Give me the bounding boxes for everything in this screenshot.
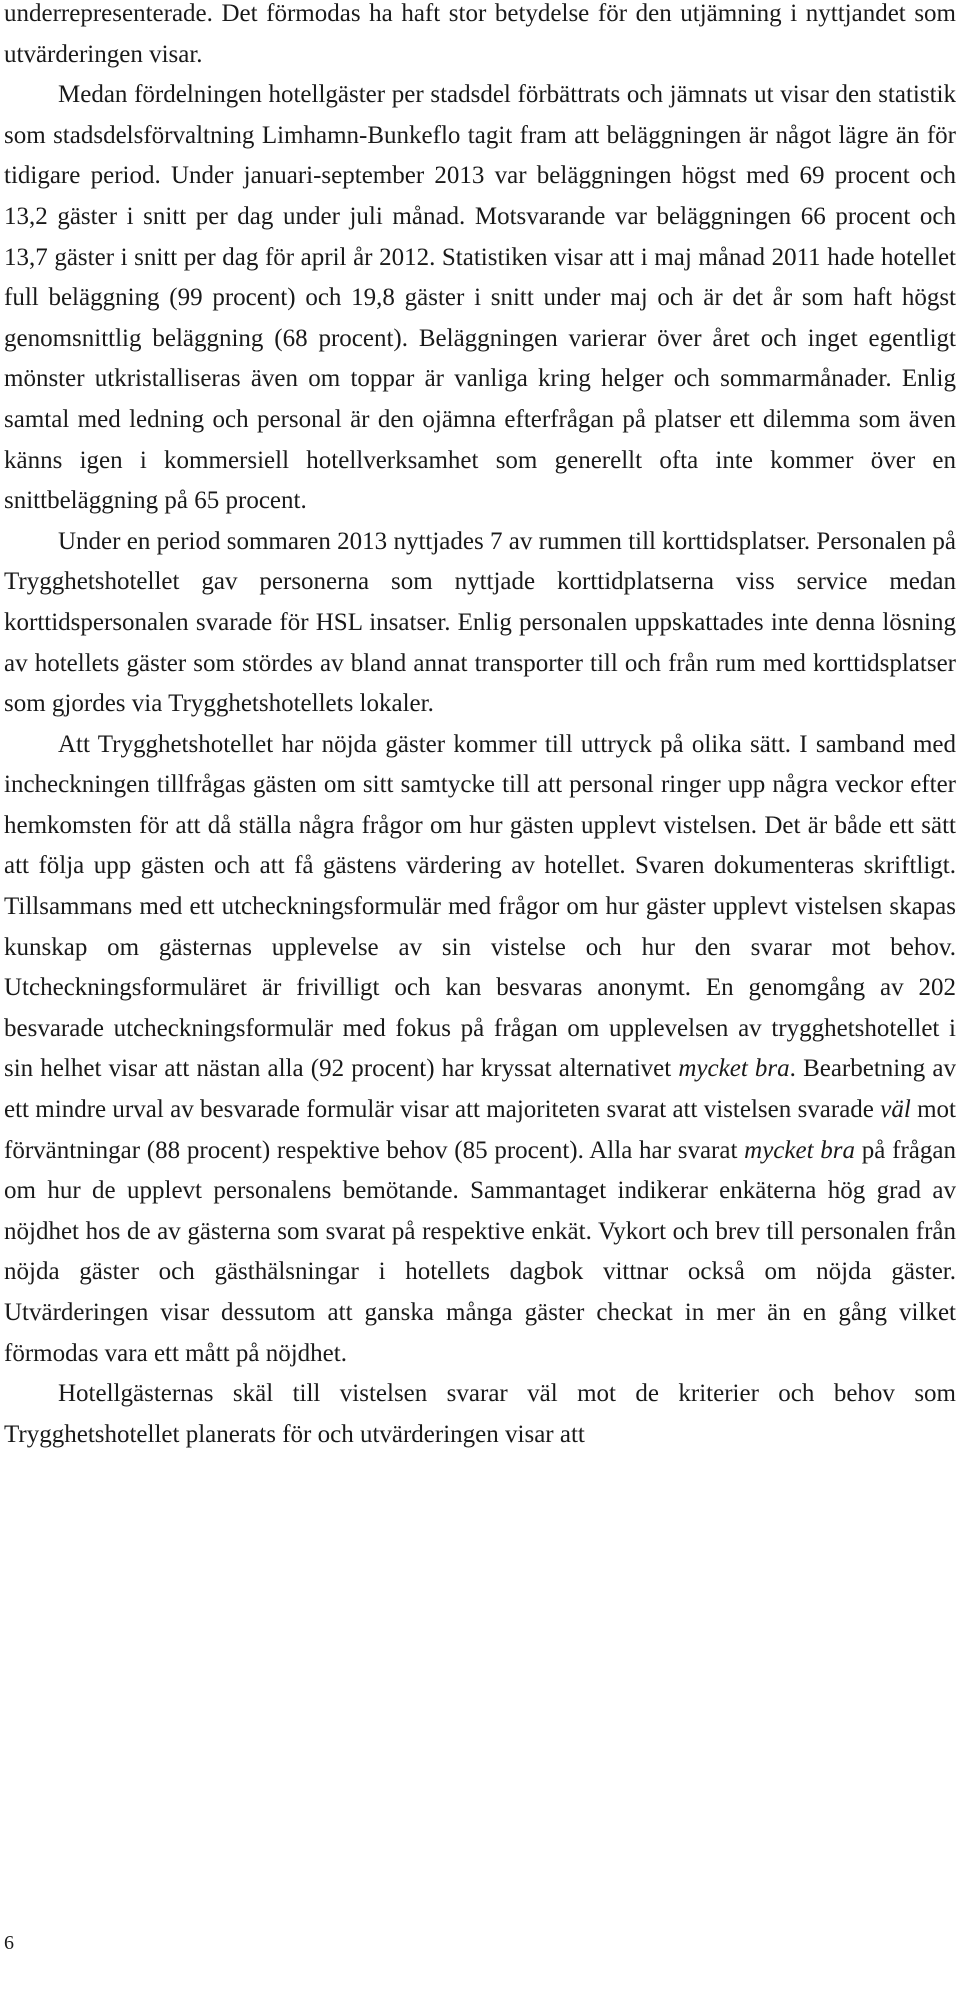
paragraph-text: . Bearbetning av ett mindre urval av besvarade formulär visar att majoriteten svarat att vistelsen svarade [4,1055,957,1124]
paragraph-text: Medan fördelningen hotellgäster per stadsdel förbättrats och jämnats ut visar den statistik som stadsdelsförvaltning Limhamn-Bunkeflo tagit fram att beläggningen är något lägre än för tidigare period. Under januari-september 2013 var beläggningen högst med 69 procent och 13,2 gäster i snitt per dag under juli månad. Motsvarande var beläggningen 66 procent och 13,7 gäster i snitt per dag för april år 2012. Statistiken visar att i maj månad 2011 hade hotellet full beläggning (99 procent) och 19,8 gäster i snitt under maj och är det år som haft högst genomsnittlig beläggning (68 procent). Beläggningen varierar över året och inget egentligt mönster utkristalliseras även om toppar är vanliga kring helger och sommarmånader. Enlig samtal med ledning och personal är den ojämna efterfrågan på platser ett dilemma som även känns igen i kommersiell hotellverksamhet som generellt ofta inte kommer över en snittbeläggning på 65 procent. [4,81,956,515]
italic-phrase: mycket bra [678,1055,790,1083]
body-text [4,0,956,1455]
page-number: 6 [4,1932,14,1954]
paragraph-3 [4,522,956,725]
paragraph-4 [4,725,956,1375]
italic-phrase: mycket bra [744,1136,856,1164]
paragraph-text: Att Trygghetshotellet har nöjda gäster kommer till uttryck på olika sätt. I samband med incheckningen tillfrågas gästen om sitt samtycke till att personal ringer upp några veckor efter hemkomsten för att då ställa några frågor om hur gästen upplevt vistelsen. Det är både ett sätt att följa upp gästen och att få gästens värdering av hotellet. Svaren dokumenteras skriftligt. Tillsammans med ett utcheckningsformulär med frågor om hur gäster upplevt vistelsen skapas kunskap om gästernas upplevelse av sin vistelse och hur den svarar mot behov. Utcheckningsformuläret är frivilligt och kan besvaras anonymt. En genomgång av 202 besvarade utcheckningsformulär med fokus på frågan om upplevelsen av trygghetshotellet i sin helhet visar att nästan alla (92 procent) har kryssat alternativet [4,730,956,1083]
paragraph-text: Hotellgästernas skäl till vistelsen svarar väl mot de kriterier och behov som Trygghetshotellet planerats för och utvärderingen visar att [4,1380,956,1448]
paragraph-5 [4,1374,956,1455]
paragraph-1 [4,0,956,75]
paragraph-text: underrepresenterade. Det förmodas ha haft stor betydelse för den utjämning i nyttjandet som utvärderingen visar. [4,0,956,68]
paragraph-text: Under en period sommaren 2013 nyttjades 7 av rummen till korttidsplatser. Personalen på Trygghetshotellet gav personerna som nyttjade korttidplatserna viss service medan korttidspersonalen svarade för HSL insatser. Enlig personalen uppskattades inte denna lösning av hotellets gäster som stördes av bland annat transporter till och från rum med korttidsplatser som gjordes via Trygghetshotellets lokaler. [4,527,956,718]
paragraph-2 [4,75,956,522]
paragraph-text: mot förväntningar (88 procent) respektive behov (85 procent). Alla har svarat [4,1096,956,1164]
paragraph-text: på frågan om hur de upplevt personalens bemötande. Sammantaget indikerar enkäterna hög grad av nöjdhet hos de av gästerna som svarat på respektive enkät. Vykort och brev till personalen från nöjda gäster och gästhälsningar i hotellets dagbok vittnar också om nöjda gäster. Utvärderingen visar dessutom att ganska många gäster checkat in mer än en gång vilket förmodas vara ett mått på nöjdhet. [4,1136,956,1367]
italic-phrase: väl [880,1096,911,1124]
